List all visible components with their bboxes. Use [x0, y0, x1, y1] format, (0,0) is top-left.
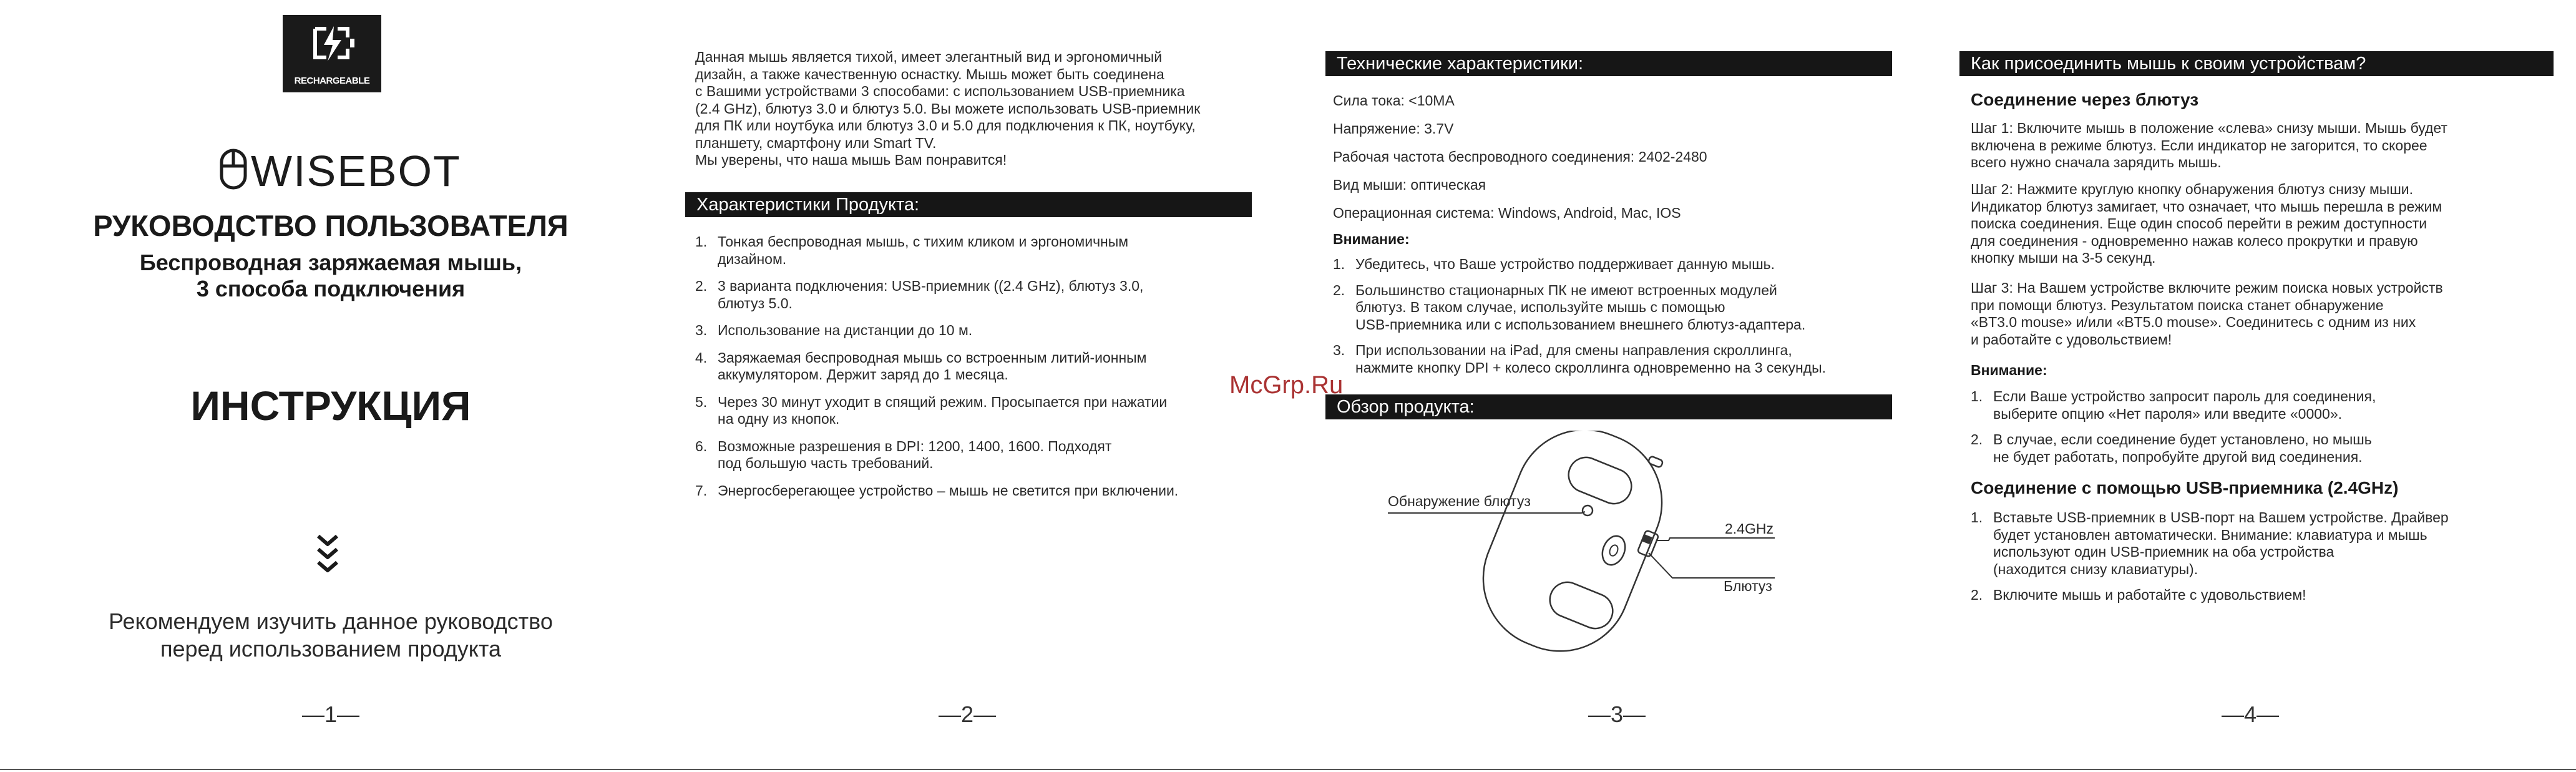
specs-list	[1333, 92, 1907, 233]
list-item-text: Использование на дистанции до 10 м.	[718, 322, 973, 338]
step-3: Шаг 3: На Вашем устройстве включите режим поиска новых устройств при помощи блютуз. Результатом поиска станет обнаружение «BT3.0 mouse» и/или «BT5.0 mouse». Соединитесь с одним из них и работайте с удовольствием!	[1971, 280, 2443, 348]
rechargeable-badge	[283, 15, 381, 92]
attention-label: Внимание:	[1971, 362, 2047, 378]
manual-subtitle	[37, 250, 624, 302]
list-item-text: Включите мышь и работайте с удовольствием!	[1993, 587, 2306, 603]
mode-switch	[1637, 530, 1659, 557]
list-item-number: 1.	[1333, 256, 1345, 272]
spec-item: Рабочая частота беспроводного соединения: 2402-2480	[1333, 149, 1707, 165]
list-item-number: 1.	[1971, 388, 1983, 404]
list-item-text: Через 30 минут уходит в спящий режим. Просыпается при нажатии на одну из кнопок.	[718, 393, 1168, 427]
list-item	[1333, 342, 1920, 376]
step-1: Шаг 1: Включите мышь в положение «слева» снизу мыши. Мышь будет включена в режиме блютуз. Если индикатор не загорится, то скорее всего нужно сначала зарядить мышь.	[1971, 120, 2447, 170]
page-3	[1288, 0, 1932, 772]
spec-item: Вид мыши: оптическая	[1333, 177, 1486, 193]
list-item-number: 3.	[695, 322, 708, 338]
leader-line-bt	[1649, 553, 1775, 578]
page-2	[644, 0, 1288, 772]
list-item-text: Тонкая беспроводная мышь, с тихим кликом и эргономичным дизайном.	[718, 233, 1129, 267]
connect-header: Как присоединить мышь к своим устройствам?	[1959, 51, 2554, 76]
spec-item: Операционная система: Windows, Android, Mac, IOS	[1333, 205, 1681, 221]
list-item-number: 7.	[695, 482, 708, 499]
attention-label: Внимание:	[1333, 231, 1410, 247]
label-bluetooth: Блютуз	[1724, 578, 1772, 594]
list-item-number: 1.	[1971, 509, 1983, 525]
optical-sensor	[1598, 532, 1629, 568]
bottom-rule	[0, 769, 2576, 770]
list-item	[695, 438, 1269, 472]
list-item-text: 3 варианта подключения: USB-приемник ((2.4 GHz), блютуз 3.0, блютуз 5.0.	[718, 278, 1144, 311]
chevron-down-icon	[315, 533, 340, 577]
page-number: —4—	[2221, 701, 2280, 727]
list-item	[1333, 282, 1920, 334]
watermark: McGrp.Ru	[1229, 371, 1344, 399]
features-list	[695, 233, 1269, 509]
list-item	[1971, 431, 2557, 466]
leader-line-24ghz	[1656, 538, 1775, 540]
page-1	[0, 0, 644, 772]
top-skid-pad	[1563, 452, 1636, 509]
list-item-text: Энергосберегающее устройство – мышь не светится при включении.	[718, 482, 1179, 499]
list-item-text: В случае, если соединение будет установлено, но мышь не будет работать, попробуйте другой вид соединения.	[1993, 431, 2372, 465]
list-item-text: Большинство стационарных ПК не имеют встроенных модулей блютуз. В таком случае, используйте мышь с помощью USB-приемника или с использованием внешнего блютуз-адаптера.	[1355, 281, 1806, 333]
overview-header: Обзор продукта:	[1325, 394, 1892, 419]
features-header: Характеристики Продукта:	[685, 192, 1252, 217]
list-item-number: 2.	[1971, 431, 1983, 447]
list-item	[1971, 587, 2557, 604]
attention-list	[1971, 388, 2557, 474]
mouse-diagram	[1288, 431, 1932, 655]
list-item	[695, 482, 1269, 500]
list-item-number: 2.	[695, 278, 708, 294]
page-number: —2—	[938, 701, 997, 727]
leader-line-detect	[1388, 512, 1585, 513]
side-button	[1648, 456, 1664, 467]
usb-section-title: Соединение с помощью USB-приемника (2.4GHz)	[1971, 478, 2399, 497]
list-item-text: Если Ваше устройство запросит пароль для соединения, выберите опцию «Нет пароля» или введите «0000».	[1993, 388, 2376, 422]
list-item-text: Убедитесь, что Ваше устройство поддерживает данную мышь.	[1355, 256, 1775, 272]
list-item-number: 3.	[1333, 342, 1345, 358]
manual-title: РУКОВОДСТВО ПОЛЬЗОВАТЕЛЯ	[93, 209, 568, 242]
brand-logo	[212, 146, 461, 196]
label-bluetooth-detect: Обнаружение блютуз	[1388, 493, 1531, 509]
list-item	[695, 322, 1269, 340]
tech-header: Технические характеристики:	[1325, 51, 1892, 76]
page-number: —3—	[1588, 701, 1646, 727]
list-item-text: При использовании на iPad, для смены направления скроллинга, нажмите кнопку DPI + колесо скроллинга одновременно на 3 секунды.	[1355, 342, 1827, 376]
recommendation-line-2: перед использованием продукта	[160, 636, 501, 662]
instruction-title: ИНСТРУКЦИЯ	[190, 383, 471, 429]
subtitle-line-1: Беспроводная заряжаемая мышь,	[139, 250, 522, 275]
list-item	[1971, 509, 2557, 578]
list-item-number: 6.	[695, 437, 708, 454]
badge-label: RECHARGEABLE	[294, 76, 370, 86]
list-item	[695, 233, 1269, 268]
bluetooth-section-title: Соединение через блютуз	[1971, 90, 2199, 109]
list-item-number: 1.	[695, 233, 708, 250]
usb-steps-list	[1971, 509, 2557, 613]
list-item-number: 2.	[1333, 281, 1345, 298]
list-item	[1971, 388, 2557, 423]
bottom-skid-pad	[1544, 577, 1617, 634]
list-item-number: 2.	[1971, 587, 1983, 603]
recommendation-line-1: Рекомендуем изучить данное руководство	[109, 608, 553, 634]
brand-name: WISEBOT	[251, 147, 461, 195]
list-item	[1333, 256, 1920, 273]
list-item	[695, 278, 1269, 312]
step-2: Шаг 2: Нажмите круглую кнопку обнаружения блютуз снизу мыши. Индикатор блютуз замигает, что означает, что мышь перешла в режим поиска соединения. Еще один способ перейти в режим доступности для соединения - одновременно нажав колесо прокрутки и правую кнопку мыши на 3-5 секунд.	[1971, 181, 2442, 266]
list-item-text: Заряжаемая беспроводная мышь со встроенным литий-ионным аккумулятором. Держит заряд до 1 месяца.	[718, 349, 1147, 383]
spec-item: Напряжение: 3.7V	[1333, 120, 1454, 137]
bluetooth-detect-button	[1583, 506, 1593, 515]
subtitle-line-2: 3 способа подключения	[196, 276, 466, 301]
page-number: —1—	[301, 701, 360, 727]
list-item-text: Вставьте USB-приемник в USB-порт на Вашем устройстве. Драйвер будет установлен автоматически. Внимание: клавиатура и мышь используют один USB-приемник на оба устройства (находится снизу клавиатуры).	[1993, 509, 2449, 577]
battery-charge-icon	[306, 22, 358, 64]
list-item-number: 4.	[695, 349, 708, 366]
recommendation	[37, 608, 624, 663]
label-2-4ghz: 2.4GHz	[1725, 520, 1773, 537]
list-item-text: Возможные разрешения в DPI: 1200, 1400, 1600. Подходят под большую часть требований.	[718, 437, 1112, 471]
attention-list	[1333, 256, 1920, 385]
page-4	[1932, 0, 2576, 772]
list-item	[695, 394, 1269, 428]
spec-item: Сила тока: <10MA	[1333, 92, 1455, 109]
list-item	[695, 349, 1269, 384]
mouse-icon	[220, 149, 247, 190]
intro-paragraph: Данная мышь является тихой, имеет элегантный вид и эргономичный дизайн, а также качественную оснастку. Мышь может быть соединена с Вашими устройствами 3 способами: с использованием USB-приемника (2.4 GHz), блютуз 3.0 и блютуз 5.0. Вы можете использовать USB-приемник для ПК или ноутбука или блютуз 3.0 и 5.0 для подключения к ПК, ноутбуку, планшету, смартфону или Smart TV. Мы уверены, что наша мышь Вам понравится!	[695, 49, 1201, 168]
list-item-number: 5.	[695, 393, 708, 410]
